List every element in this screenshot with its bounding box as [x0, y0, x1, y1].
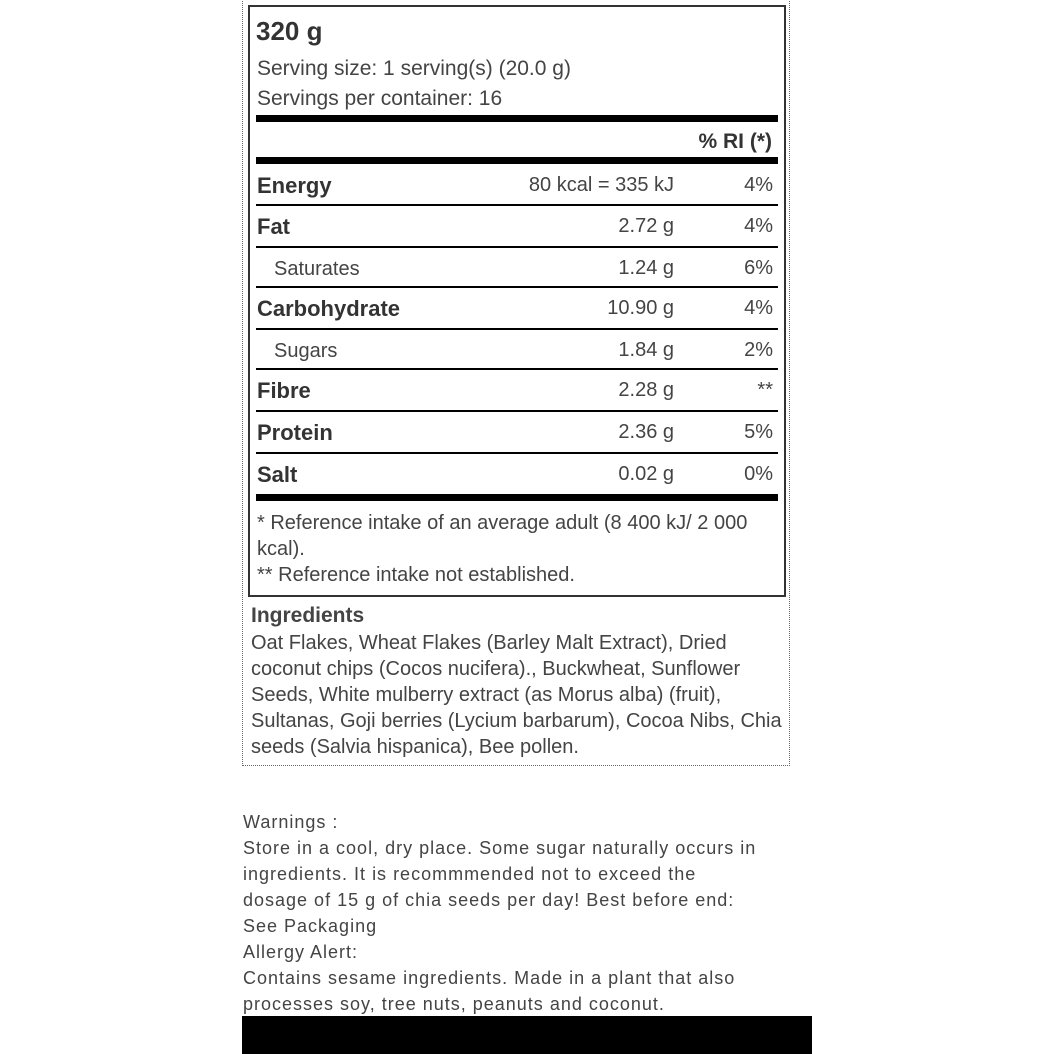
nutrient-row-fat — [256, 206, 778, 248]
footnote-not-established: ** Reference intake not established. — [257, 564, 575, 586]
warnings-section — [243, 809, 803, 1017]
footnote-reference-intake: * Reference intake of an average adult (8 400 kJ/ 2 000 kcal). — [257, 512, 748, 560]
thick-divider — [256, 115, 778, 122]
nutrient-ri: 4% — [744, 215, 773, 237]
footer-bar — [242, 1016, 812, 1054]
nutrient-name: Energy — [257, 173, 332, 198]
nutrient-amount: 1.84 g — [618, 339, 674, 361]
ingredients-text: Oat Flakes, Wheat Flakes (Barley Malt Extract), Dried coconut chips (Cocos nucifera)., Buckwheat, Sunflower Seeds, White mulberry extract (as Morus alba) (fruit), Sultanas, Goji berries (Lycium barbarum), Cocoa Nibs, Chia seeds (Salvia hispanica), Bee pollen. — [251, 632, 782, 758]
allergy-line: Contains sesame ingredients. Made in a plant that also — [243, 968, 736, 988]
nutrient-name: Saturates — [274, 258, 360, 280]
nutrient-ri: 0% — [744, 463, 773, 485]
nutrient-amount: 0.02 g — [618, 463, 674, 485]
nutrient-row-sugars — [256, 330, 778, 370]
warnings-line: dosage of 15 g of chia seeds per day! Best before end: — [243, 890, 735, 910]
label-footnotes — [257, 510, 767, 588]
nutrient-row-protein — [256, 412, 778, 454]
allergy-heading: Allergy Alert: — [243, 942, 359, 962]
nutrient-name: Salt — [257, 462, 298, 487]
nutrient-amount: 80 kcal = 335 kJ — [528, 174, 674, 196]
nutrient-amount: 10.90 g — [607, 297, 674, 319]
warnings-line: See Packaging — [243, 916, 378, 936]
nutrient-amount: 2.72 g — [618, 215, 674, 237]
nutrient-row-saturates — [256, 248, 778, 288]
nutrient-name: Sugars — [274, 340, 338, 362]
nutrient-ri: 5% — [744, 421, 773, 443]
thick-divider — [256, 157, 778, 164]
servings-per-container: Servings per container: 16 — [257, 87, 503, 110]
nutrient-ri: ** — [757, 379, 773, 401]
ingredients-title: Ingredients — [251, 604, 365, 627]
nutrient-row-carbohydrate — [256, 288, 778, 330]
net-weight: 320 g — [256, 16, 323, 46]
nutrient-row-fibre — [256, 370, 778, 412]
nutrient-amount: 2.28 g — [618, 379, 674, 401]
warnings-line: ingredients. It is recommmended not to exceed the — [243, 864, 697, 884]
nutrient-ri: 6% — [744, 257, 773, 279]
nutrient-name: Protein — [257, 420, 333, 445]
nutrient-ri: 4% — [744, 297, 773, 319]
nutrient-amount: 1.24 g — [618, 257, 674, 279]
allergy-line: processes soy, tree nuts, peanuts and coconut. — [243, 994, 665, 1014]
nutrient-row-salt — [256, 454, 778, 494]
ri-column-header: % RI (*) — [698, 130, 772, 153]
warnings-heading: Warnings : — [243, 812, 339, 832]
nutrient-row-energy — [256, 165, 778, 206]
warnings-line: Store in a cool, dry place. Some sugar naturally occurs in — [243, 838, 757, 858]
nutrient-ri: 4% — [744, 174, 773, 196]
nutrient-name: Carbohydrate — [257, 296, 401, 321]
nutrient-name: Fat — [257, 214, 290, 239]
nutrient-amount: 2.36 g — [618, 421, 674, 443]
nutrient-ri: 2% — [744, 339, 773, 361]
nutrient-name: Fibre — [257, 378, 311, 403]
thick-divider — [256, 494, 778, 501]
serving-size: Serving size: 1 serving(s) (20.0 g) — [257, 57, 571, 80]
